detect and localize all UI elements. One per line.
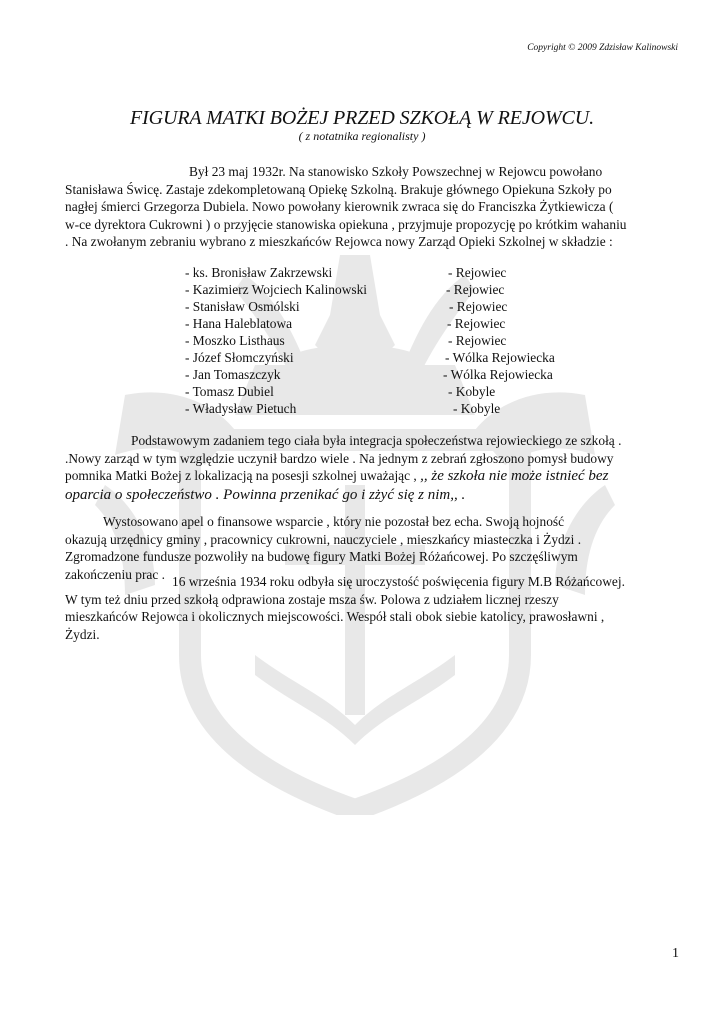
member-place: - Rejowiec xyxy=(449,299,508,314)
text-line xyxy=(65,486,685,505)
member-name: - Jan Tomaszczyk xyxy=(185,367,281,382)
list-item xyxy=(185,366,645,383)
text-line: mieszkańców Rejowca i okolicznych miejscowości. Wespół stali obok siebie katolicy, prawosławni , xyxy=(65,609,605,625)
member-name: - Tomasz Dubiel xyxy=(185,384,274,399)
page-number: 1 xyxy=(672,946,679,961)
text-line: okazują urzędnicy gminy , pracownicy cukrowni, nauczyciele , mieszkańcy miasteczka i Żydzi . xyxy=(65,531,582,547)
member-place: - Rejowiec xyxy=(448,265,507,280)
paragraph-monument-idea xyxy=(65,432,685,504)
member-name: - Władysław Pietuch xyxy=(185,401,297,416)
text-line: .Nowy zarząd w tym względzie uczynił bardzo wiele . Na jednym z zebrań zgłoszono pomysł budowy xyxy=(65,450,614,466)
paragraph-ceremony xyxy=(65,573,685,643)
member-place: - Wólka Rejowiecka xyxy=(445,350,555,365)
member-place: - Rejowiec xyxy=(447,316,506,331)
list-item xyxy=(185,281,645,298)
text-line: Zgromadzone fundusze pozwoliły na budowę figury Matki Bożej Różańcowej. Po szczęśliwym xyxy=(65,549,578,565)
text-line: Wystosowano apel o finansowe wsparcie , który nie pozostał bez echa. Swoją hojność xyxy=(103,514,565,529)
quote-text: ,, że szkoła nie może istnieć bez xyxy=(420,468,609,485)
list-item xyxy=(185,264,645,281)
text-line: 16 września 1934 roku odbyła się uroczystość poświęcenia figury M.B Różańcowej. xyxy=(172,574,625,589)
member-name: - Stanisław Osmólski xyxy=(185,299,300,314)
member-place: - Kobyle xyxy=(448,384,496,399)
text-line: Był 23 maj 1932r. Na stanowisko Szkoły Powszechnej w Rejowcu powołano xyxy=(189,164,603,179)
text-line: zakończeniu prac . xyxy=(65,566,165,582)
member-place: - Rejowiec xyxy=(446,282,505,297)
text-line: nagłej śmierci Grzegorza Dubiela. Nowo powołany kierownik zwraca się do Franciszka Żytkiewicza ( xyxy=(65,199,614,215)
text-line xyxy=(65,467,685,486)
paragraph-intro xyxy=(65,163,685,251)
text-line: . Na zwołanym zebraniu wybrano z mieszkańców Rejowca nowy Zarząd Opieki Szkolnej w składzie : xyxy=(65,234,613,250)
text-line: Podstawowym zadaniem tego ciała była integracja społeczeństwa rejowieckiego ze szkołą . xyxy=(131,433,622,448)
member-name: - Hana Haleblatowa xyxy=(185,316,293,331)
list-item xyxy=(185,349,645,366)
member-place: - Kobyle xyxy=(453,401,501,416)
list-item xyxy=(185,298,645,315)
list-item xyxy=(185,315,645,332)
text-segment: pomnika Matki Bożej z lokalizacją na posesji szkolnej uważając , xyxy=(65,468,417,484)
copyright-notice: Copyright © 2009 Zdzisław Kalinowski xyxy=(527,43,678,53)
list-item xyxy=(185,383,645,400)
list-item xyxy=(185,332,645,349)
member-name: - ks. Bronisław Zakrzewski xyxy=(185,265,333,280)
text-line: Stanisława Świcę. Zastaje zdekompletowaną Opiekę Szkolną. Brakuje głównego Opiekuna Szkoły po xyxy=(65,181,612,197)
page-subtitle: ( z notatnika regionalisty ) xyxy=(298,129,426,143)
text-line: W tym też dniu przed szkołą odprawiona zostaje msza św. Polowa z udziałem licznej rzeszy xyxy=(65,591,559,607)
page-title: FIGURA MATKI BOŻEJ PRZED SZKOŁĄ W REJOWCU. xyxy=(129,107,595,129)
list-item xyxy=(185,400,645,417)
member-place: - Rejowiec xyxy=(448,333,507,348)
text-line: w-ce dyrektora Cukrowni ) o przyjęcie stanowiska opiekuna , przyjmuje propozycję po krótkim wahaniu xyxy=(65,216,627,232)
member-name: - Kazimierz Wojciech Kalinowski xyxy=(185,282,367,297)
member-place: - Wólka Rejowiecka xyxy=(443,367,553,382)
member-name: - Moszko Listhaus xyxy=(185,333,285,348)
member-name: - Józef Słomczyński xyxy=(185,350,294,365)
text-line: Żydzi. xyxy=(65,626,100,642)
quote-text: oparcia o społeczeństwo . Powinna przenikać go i zżyć się z nim,, . xyxy=(65,486,466,503)
board-members-list xyxy=(185,264,645,417)
